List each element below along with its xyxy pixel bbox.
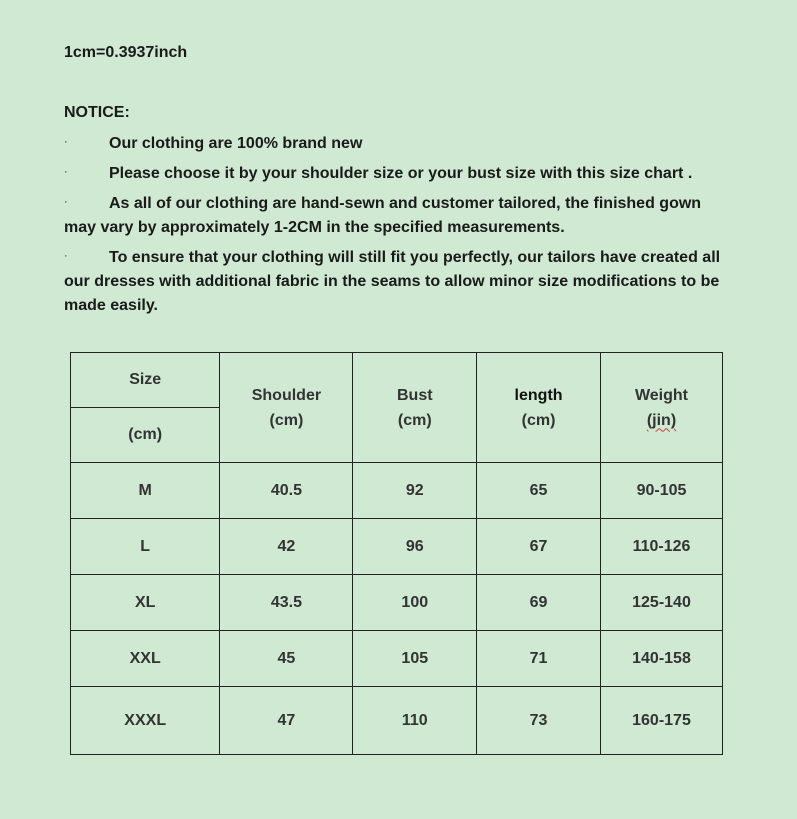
header-length-unit: (cm) [521,411,556,429]
header-length-label: length [514,386,563,404]
notice-item [64,246,734,318]
cell-weight: 125-140 [600,575,722,631]
notice-item [64,192,734,240]
cell-shoulder: 40.5 [220,463,353,519]
notice-item-text: As all of our clothing are hand-sewn and customer tailored, the finished gown may vary by approximately 1-2CM in the specified measurements. [64,195,702,236]
notice-item [64,162,734,186]
bullet-icon: · [64,250,68,262]
table-row [71,631,723,687]
header-weight [600,353,722,463]
notice-item [64,132,734,156]
cell-shoulder: 45 [220,631,353,687]
cell-weight: 140-158 [600,631,722,687]
cell-size: XXL [71,631,220,687]
cell-bust: 92 [353,463,477,519]
header-weight-unit-wrap [601,408,722,433]
cell-bust: 110 [353,687,477,755]
header-size-unit: (cm) [71,408,220,463]
cell-shoulder: 43.5 [220,575,353,631]
cell-shoulder: 47 [220,687,353,755]
cell-size: M [71,463,220,519]
unit-conversion-note: 1cm=0.3937inch [64,44,188,61]
header-weight-unit: (jin) [646,411,677,429]
cell-weight: 90-105 [600,463,722,519]
cell-bust: 105 [353,631,477,687]
table-row [71,687,723,755]
cell-weight: 160-175 [600,687,722,755]
header-size: Size [71,353,220,408]
table-row [71,575,723,631]
notice-item-text: To ensure that your clothing will still fit you perfectly, our tailors have created all our dresses with additional fabric in the seams to allow minor size modifications to be made easily. [64,249,721,314]
cell-length: 71 [477,631,601,687]
header-shoulder-unit: (cm) [269,411,304,429]
header-shoulder-label: Shoulder [251,386,322,404]
cell-length: 67 [477,519,601,575]
header-bust [353,353,477,463]
bullet-icon: · [64,136,68,148]
cell-weight: 110-126 [600,519,722,575]
bullet-icon: · [64,166,68,178]
header-shoulder [220,353,353,463]
notice-item-text: Our clothing are 100% brand new [109,135,363,152]
header-weight-label: Weight [634,386,688,404]
cell-size: L [71,519,220,575]
cell-shoulder: 42 [220,519,353,575]
cell-length: 69 [477,575,601,631]
cell-size: XL [71,575,220,631]
notice-title: NOTICE: [64,104,130,121]
table-row [71,519,723,575]
size-chart-table [70,352,723,755]
header-bust-label: Bust [397,386,433,404]
cell-size: XXXL [71,687,220,755]
cell-length: 65 [477,463,601,519]
table-row [71,463,723,519]
notice-item-text: Please choose it by your shoulder size or your bust size with this size chart . [109,165,693,182]
header-length [477,353,601,463]
cell-bust: 100 [353,575,477,631]
cell-length: 73 [477,687,601,755]
cell-bust: 96 [353,519,477,575]
table-header-row [71,353,723,408]
header-bust-unit: (cm) [397,411,432,429]
bullet-icon: · [64,196,68,208]
